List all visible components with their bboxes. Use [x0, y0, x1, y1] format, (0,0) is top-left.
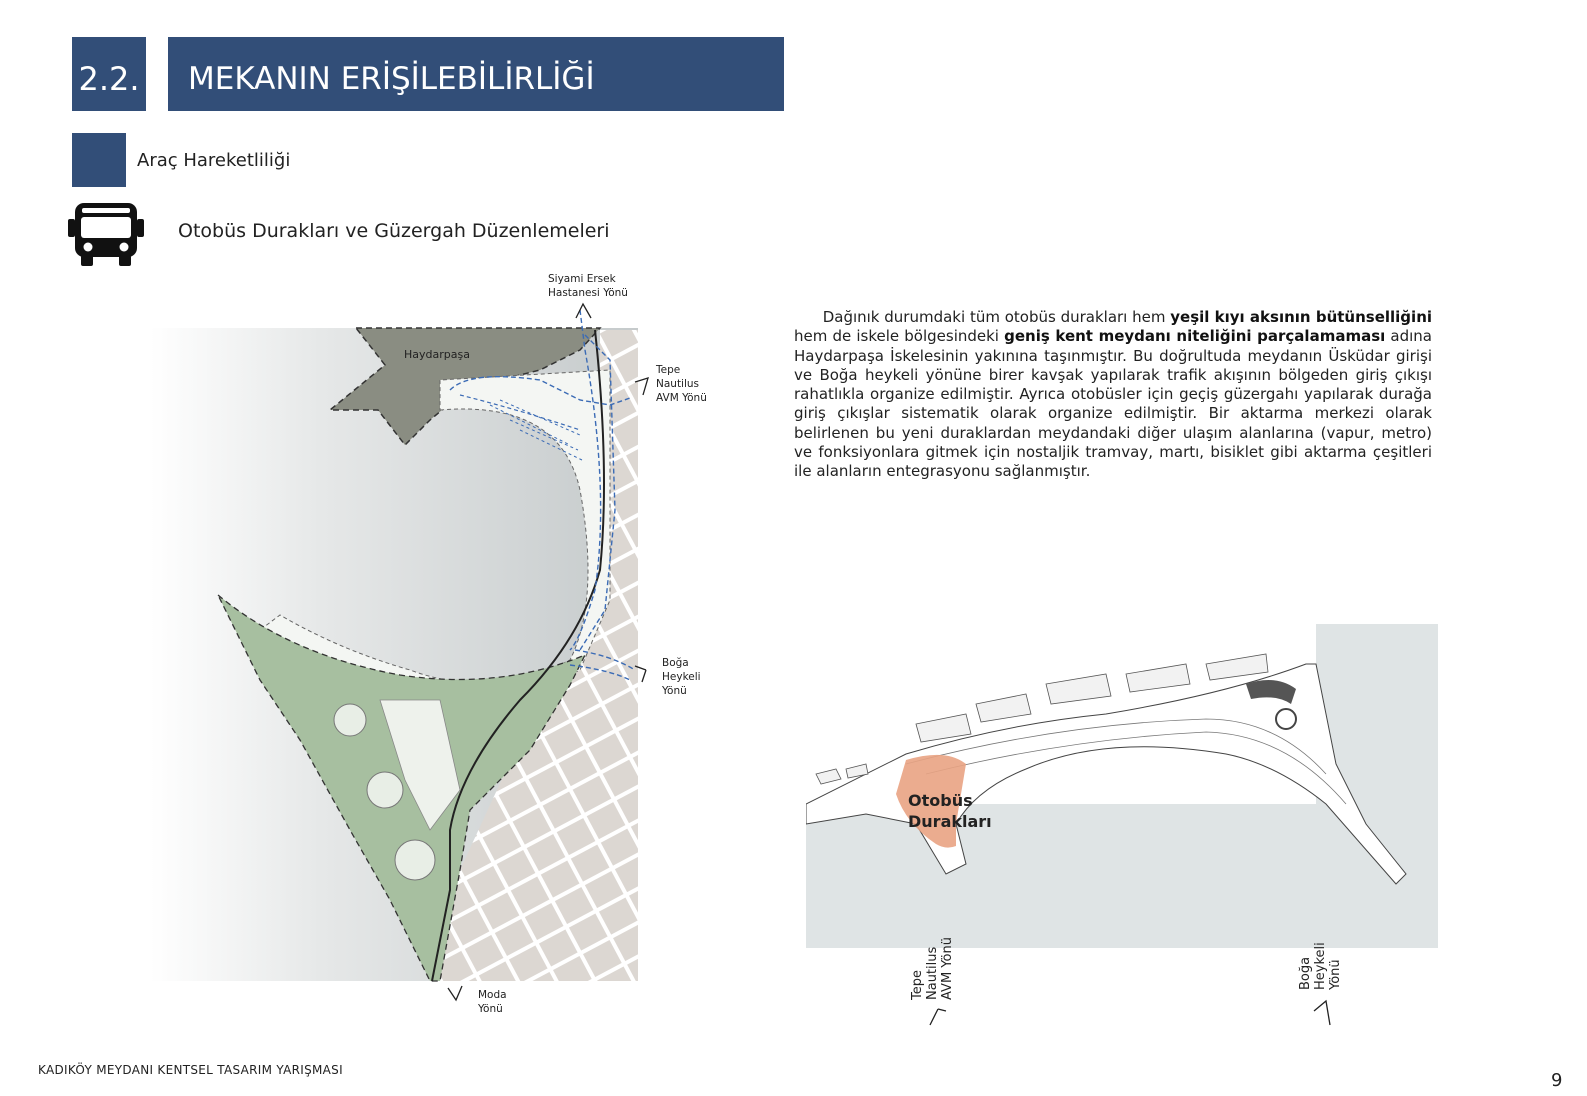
body-text-1: Dağınık durumdaki tüm otobüs durakları hem [822, 308, 1171, 326]
right-boga-line2: Heykeli [1313, 942, 1328, 990]
boga-line3: Yönü [662, 685, 687, 697]
moda-line2: Yönü [478, 1003, 503, 1015]
siyami-line1: Siyami Ersek [548, 273, 616, 285]
subheader-label: Araç Hareketliliği [137, 150, 291, 171]
body-text-2: hem de iskele bölgesindeki [794, 327, 1005, 346]
body-text-3: adına Haydarpaşa İskelesinin yakınına taşınmıştır. Bu doğrultuda meydanın Üsküdar girişi ve Boğa heykeli yönüne birer kavşak yapılarak trafik akışının bölgeden giriş çıkışı rahatlıkla organize edilmiştir. Ayrıca otobüsler için geçiş güzergahı yapılarak durağa giriş çıkışlar sistematik olarak organize edilmiştir. Bir aktarma merkezi olarak belirlenen bu yeni duraklardan meydandaki diğer ulaşım alanlarına (vapur, metro) ve fonksiyonlara gitmek için nostaljik tramvay, martı, bisiklet gibi aktarma çeşitleri ile alanların entegrasyonu sağlanmıştır. [794, 327, 1432, 481]
right-boga-label [1298, 942, 1343, 990]
body-bold-1: yeşil kıyı aksının bütünselliğini [1170, 308, 1433, 326]
right-boga-line1: Boğa [1298, 956, 1313, 990]
right-tepe-label [910, 937, 955, 1000]
right-tepe-line1: Tepe [910, 970, 925, 1000]
right-boga-arrow [1312, 997, 1334, 1027]
section-number: 2.2. [72, 37, 146, 111]
moda-label [478, 988, 507, 1016]
bus-stop-line2: Durakları [908, 812, 992, 831]
bus-icon [68, 203, 144, 267]
aerial-3d-map [806, 624, 1438, 948]
tepe-label [656, 363, 707, 405]
tepe-line1: Tepe [656, 364, 681, 376]
boga-label [662, 656, 701, 698]
bus-stop-line1: Otobüs [908, 791, 973, 810]
right-boga-line3: Yönü [1328, 959, 1343, 990]
site-plan-map [140, 270, 740, 1040]
body-bold-2: geniş kent meydanı niteliğini parçalamaması [1004, 327, 1386, 346]
right-tepe-arrow [928, 1005, 948, 1027]
haydarpasa-label: Haydarpaşa [404, 348, 470, 361]
siyami-label [548, 272, 628, 300]
bus-stop-label [908, 790, 992, 832]
description-paragraph [794, 308, 1432, 482]
boga-line2: Heykeli [662, 671, 701, 683]
tepe-line2: Nautilus [656, 378, 700, 390]
site-plan-drawing [140, 270, 740, 1040]
right-tepe-line2: Nautilus [925, 946, 940, 1000]
section-title: MEKANIN ERİŞİLEBİLİRLİĞİ [168, 37, 784, 111]
bus-section-label: Otobüs Durakları ve Güzergah Düzenlemeleri [178, 220, 610, 242]
tepe-line3: AVM Yönü [656, 392, 707, 404]
footer-title: KADIKÖY MEYDANI KENTSEL TASARIM YARIŞMASI [38, 1063, 343, 1077]
moda-line1: Moda [478, 989, 507, 1001]
boga-line1: Boğa [662, 657, 689, 669]
page-number: 9 [1551, 1070, 1563, 1091]
right-tepe-line3: AVM Yönü [940, 937, 955, 1000]
subheader-marker [72, 133, 126, 187]
siyami-line2: Hastanesi Yönü [548, 287, 628, 299]
